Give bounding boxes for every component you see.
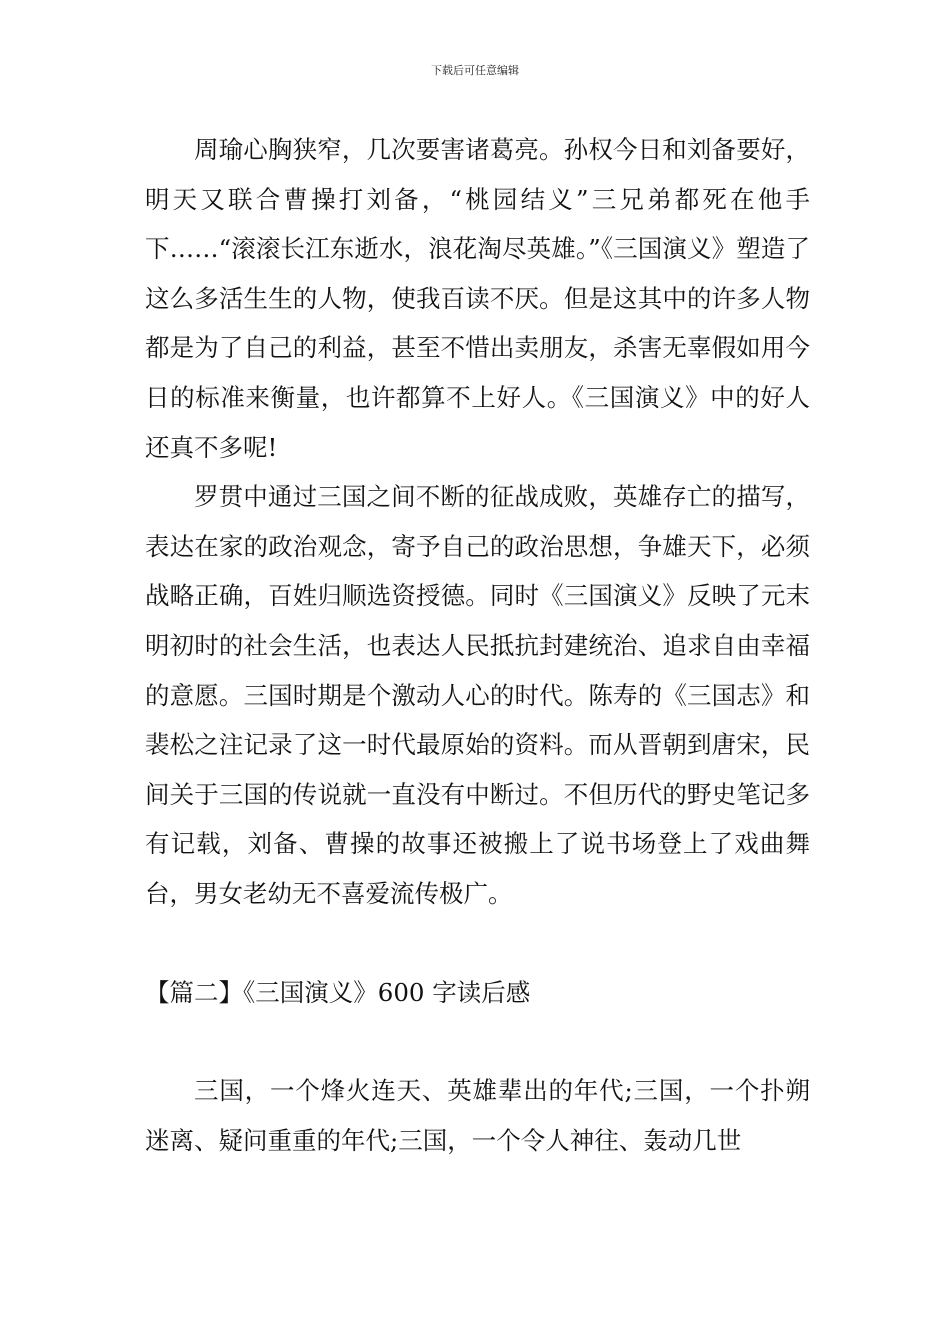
body-paragraph: 罗贯中通过三国之间不断的征战成败，英雄存亡的描写，表达在家的政治观念，寄予自己的政治思想，争雄天下，必须战略正确，百姓归顺选资授德。同时《三国演义》反映了元末明初时的社会生活，也表达人民抵抗封建统治、追求自由幸福的意愿。三国时期是个激动人心的时代。陈寿的《三国志》和裴松之注记录了这一时代最原始的资料。而从晋朝到唐宋，民间关于三国的传说就一直没有中断过。不但历代的野史笔记多有记载，刘备、曹操的故事还被搬上了说书场登上了戏曲舞台，男女老幼无不喜爱流传极广。 <box>145 482 810 908</box>
page-header: 下载后可任意编辑 <box>431 64 519 77</box>
document-body <box>145 125 810 1165</box>
section-heading: 【篇二】《三国演义》600 字读后感 <box>145 977 531 1007</box>
body-paragraph: 周瑜心胸狭窄，几次要害诸葛亮。孙权今日和刘备要好，明天又联合曹操打刘备，“桃园结义”三兄弟都死在他手下……“滚滚长江东逝水，浪花淘尽英雄。”《三国演义》塑造了这么多活生生的人物，使我百读不厌。但是这其中的许多人物都是为了自己的利益，甚至不惜出卖朋友，杀害无辜假如用今日的标准来衡量，也许都算不上好人。《三国演义》中的好人还真不多呢! <box>145 135 810 462</box>
body-paragraph: 三国，一个烽火连天、英雄辈出的年代;三国，一个扑朔迷离、疑问重重的年代;三国，一个令人神往、轰动几世 <box>145 1076 810 1155</box>
